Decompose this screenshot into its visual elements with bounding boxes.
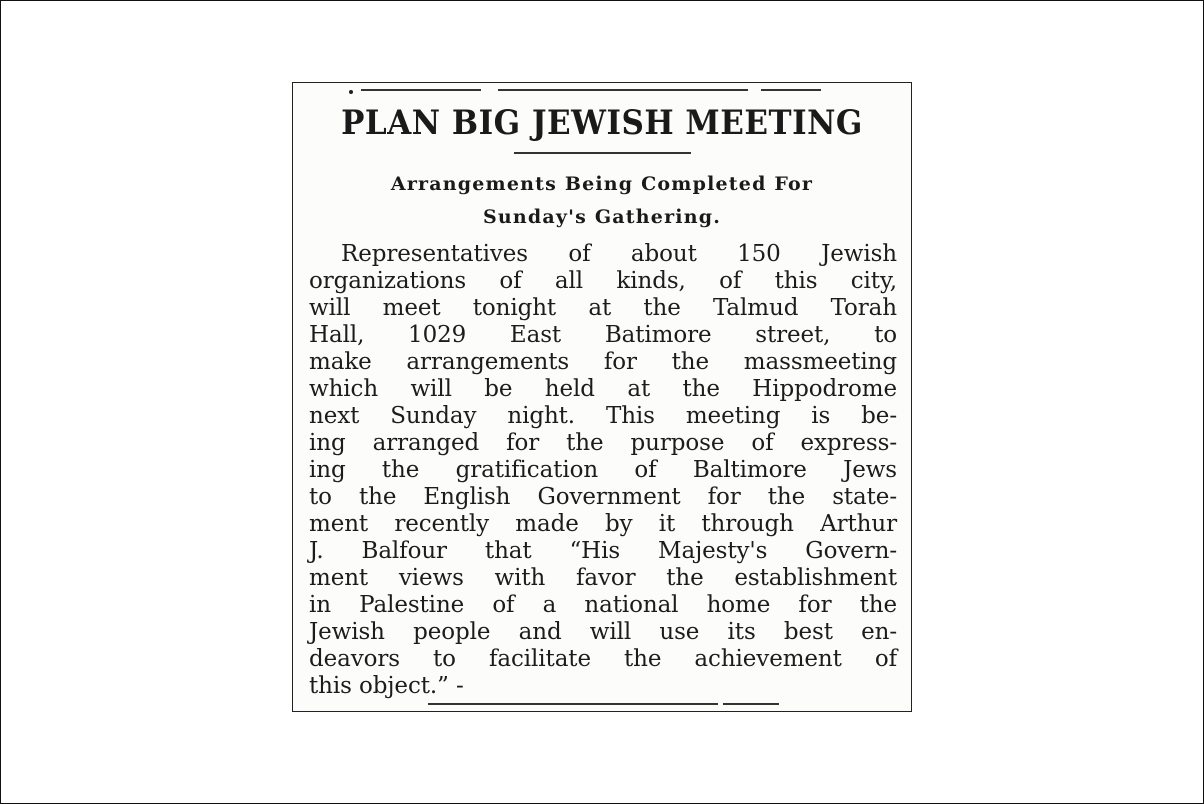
bottom-rule-left bbox=[428, 703, 718, 705]
body-line: ing the gratification of Baltimore Jews bbox=[309, 457, 897, 483]
body-line: ment recently made by it through Arthur bbox=[309, 511, 897, 537]
headline: PLAN BIG JEWISH MEETING bbox=[341, 103, 863, 143]
body-line: Representatives of about 150 Jewish bbox=[341, 241, 897, 267]
newspaper-clipping bbox=[292, 82, 912, 712]
bottom-rule-right bbox=[723, 703, 779, 705]
body-line: will meet tonight at the Talmud Torah bbox=[309, 295, 897, 321]
bottom-column-rules bbox=[293, 703, 911, 707]
body-line: Hall, 1029 East Batimore street, to bbox=[309, 322, 897, 348]
body-line: to the English Government for the state- bbox=[309, 484, 897, 510]
body-line: deavors to facilitate the achievement of bbox=[309, 646, 897, 672]
body-line: J. Balfour that “His Majesty's Govern- bbox=[309, 538, 897, 564]
body-line: this object.” - bbox=[309, 673, 464, 699]
body-line: Jewish people and will use its best en- bbox=[309, 619, 897, 645]
top-column-rules bbox=[293, 87, 911, 93]
top-rule-center bbox=[498, 89, 748, 91]
body-line: which will be held at the Hippodrome bbox=[309, 376, 897, 402]
top-rule-left bbox=[361, 89, 481, 91]
article-body bbox=[309, 241, 897, 700]
body-line: ment views with favor the establishment bbox=[309, 565, 897, 591]
subheadline-line-2: Sunday's Gathering. bbox=[482, 206, 722, 228]
top-rule-right bbox=[761, 89, 821, 91]
subheadline-line-1: Arrangements Being Completed For bbox=[390, 173, 814, 195]
body-line: in Palestine of a national home for the bbox=[309, 592, 897, 618]
headline-divider bbox=[514, 152, 691, 154]
body-line: make arrangements for the massmeeting bbox=[309, 349, 897, 375]
body-line: ing arranged for the purpose of express- bbox=[309, 430, 897, 456]
body-line: next Sunday night. This meeting is be- bbox=[309, 403, 897, 429]
ink-speck bbox=[349, 90, 353, 94]
body-line: organizations of all kinds, of this city, bbox=[309, 268, 897, 294]
